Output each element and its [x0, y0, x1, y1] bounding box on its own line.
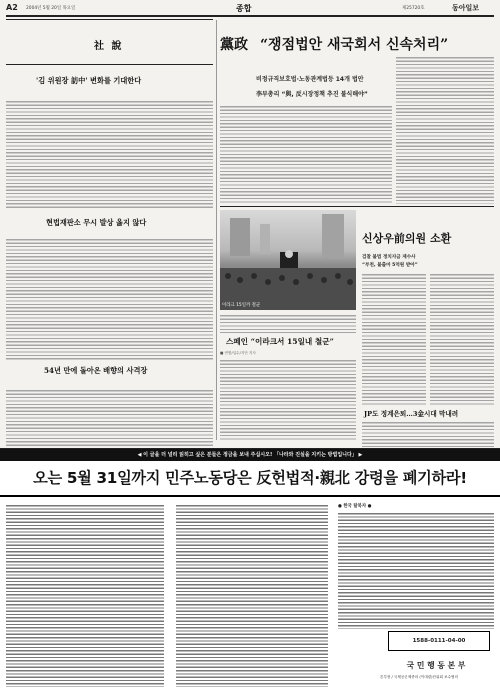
- story3-body: [220, 358, 356, 440]
- story2-sub1: 검찰 불법 정치자금 재수사: [362, 255, 416, 260]
- ad-contact-number: 1588-0111-04-00: [412, 638, 466, 644]
- ad-headline-box: [0, 461, 500, 497]
- lead-headline: “쟁점법안 새국회서 신속처리”: [260, 37, 449, 53]
- story4-body: [362, 420, 494, 450]
- section-title: 종합: [236, 3, 252, 13]
- ad-contact-box: [388, 631, 490, 651]
- photo-crowd-illustration: [220, 210, 356, 310]
- news-photo: [220, 210, 356, 310]
- editorial-title-1: '김 위원장 訪中' 변화를 기대한다: [36, 76, 142, 85]
- ad-column-1: [6, 503, 164, 687]
- editorial-rule-top: [6, 19, 213, 20]
- editorial-body-1: [6, 99, 213, 209]
- ad-column-3: [338, 511, 494, 629]
- lead-headline-prefix: 黨政: [220, 37, 248, 53]
- lead-rule: [220, 206, 494, 207]
- story2-body-a: [362, 272, 426, 406]
- issue-number: 제25720호: [402, 6, 425, 11]
- photo-caption-text: [220, 313, 356, 333]
- ad-body: [0, 497, 500, 691]
- ad-headline: 오는 5월 31일까지 민주노동당은 反헌법적·親北 강령을 폐기하라!: [33, 469, 467, 487]
- story3-headline: 스페인 “이라크서 15일내 철군”: [226, 337, 334, 346]
- ad-column-2: [176, 503, 328, 687]
- masthead-rule: [6, 15, 494, 17]
- ad-sponsor-sub: 본부장 / 국제공군제중의 (이대령)단위회 보수협의: [379, 675, 458, 679]
- ad-column-3-title: ● 한국 탈북자 ●: [338, 504, 372, 509]
- masthead: [6, 3, 494, 15]
- lead-subhead-2: 李부총리 “與, 反시장정책 추진 불식해야”: [256, 91, 368, 98]
- column-divider: [216, 20, 217, 440]
- story4-headline: JP도 정계은퇴…3金시대 막내려: [364, 410, 459, 418]
- story2-body-b: [430, 272, 494, 406]
- story2-sub2: “부천, 불출마 5억원 받아”: [362, 263, 418, 268]
- date: 2004년 5월 20일 목요일: [26, 6, 76, 11]
- editorial-title-2: 현법재판소 무시 발상 옳지 않다: [46, 218, 147, 227]
- ad-sponsor: 국 민 행 동 본 부: [406, 661, 466, 670]
- editorial-tag: 社 說: [94, 41, 124, 52]
- ad-top-banner: [0, 449, 500, 461]
- editorial-body-2: [6, 237, 213, 361]
- paper-logo: 동아일보: [452, 4, 480, 12]
- story2-headline: 신상우前의원 소환: [362, 232, 452, 245]
- editorial-column: [6, 19, 213, 439]
- editorial-title-3: 54년 만에 돌아온 배향의 사격장: [44, 366, 148, 375]
- story3-byline: ■ 연합/입수/지단 지사: [220, 351, 256, 355]
- lead-body-b: [396, 55, 494, 204]
- photo-caption: 이라크 15일까 철군: [222, 303, 261, 308]
- ad-top-banner-text: ◀ 이 글을 더 널리 읽히고 싶은 분들은 정금을 보내 주십시오! 「나라와 진실을 지키는 방법입니다」 ▶: [137, 452, 363, 458]
- editorial-rule: [6, 64, 213, 65]
- page-number: A2: [6, 3, 18, 12]
- lead-subhead-1: 비정규직보호법·노동관계법등 14개 법안: [256, 76, 364, 83]
- lead-body-a: [220, 104, 392, 204]
